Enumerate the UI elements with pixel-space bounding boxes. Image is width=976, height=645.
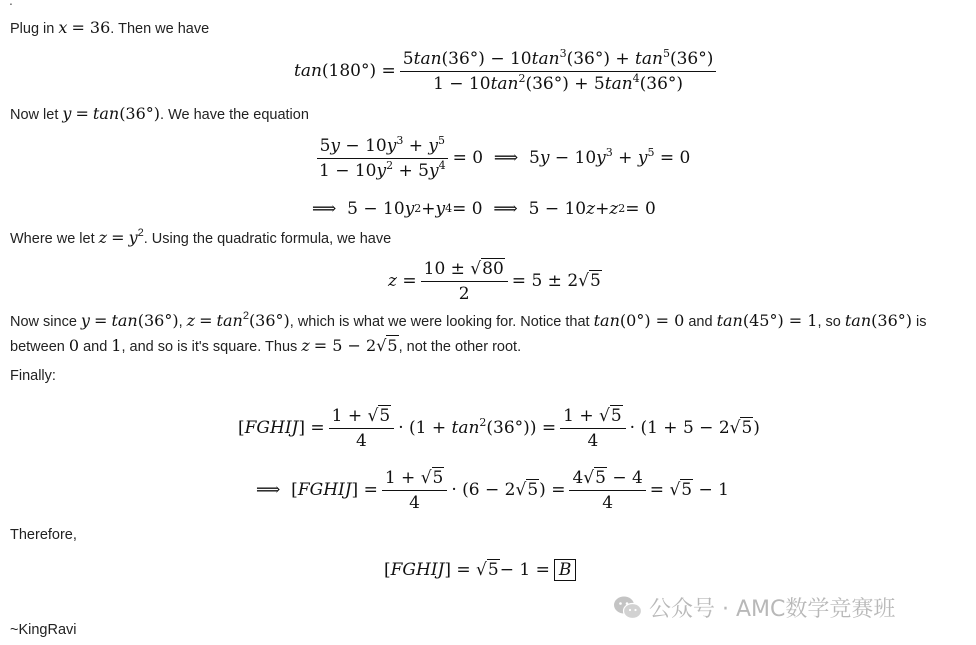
text-finally: Finally: <box>10 368 56 384</box>
eq6-fraction-1: $\frac{1 + √5}{4}$ <box>382 468 448 513</box>
eq2-rhs: = 0 ⟹ $5y - 10y^3 + y^5 = 0$ <box>452 146 691 168</box>
answer-box: B <box>554 559 577 581</box>
equation-area-2 <box>256 464 729 516</box>
equation-final: [ FGHIJ ] = √ 5 − 1 = B <box>384 557 576 583</box>
eq5-mid: · $(1 + \tan^2(36^\circ))$ = <box>398 416 557 438</box>
text-between: between 0 and 1, and so is it's square. Thus z = 5 − 2√5, not the other root. <box>10 336 522 355</box>
eq1-fraction: $5\tan(36^\circ) - 10\tan^3(36^\circ) + \tan^5(36^\circ)$ $1 - 10\tan^2(36^\circ) + 5\tan^4(36^\circ)$ <box>400 49 717 94</box>
eq6-lhs: ⟹ [FGHIJ] = <box>256 480 378 500</box>
eq4-rhs: = 5 ± 2√5 <box>511 271 601 291</box>
equation-z-sub: ⟹ 5 − 10 y 2 + y 4 = 0 ⟹ 5 − 10 z + z 2 = 0 <box>312 199 656 219</box>
equation-y-poly <box>312 132 690 184</box>
text-plug-in: Plug in x = 36. Then we have <box>10 18 210 37</box>
equation-area-1 <box>238 402 760 454</box>
eq6-rhs: = √5 − 1 <box>649 480 729 500</box>
eq1-lhs: tan(180°) = <box>294 61 396 81</box>
eq5-fraction-2: $\frac{1 + √5}{4}$ <box>560 406 626 451</box>
equation-tan180 <box>294 45 720 97</box>
eq4-lhs: z = <box>388 271 417 291</box>
text-now-let-y: Now let y = tan(36°). We have the equation <box>10 104 309 123</box>
text-therefore: Therefore, <box>10 527 77 543</box>
eq6-fraction-2: $\frac{4√5 - 4}{4}$ <box>569 468 645 513</box>
watermark-text: 公众号 · AMC数学竞赛班 <box>649 597 896 622</box>
equation-quadratic <box>388 255 602 307</box>
top-mark: . <box>9 0 13 8</box>
eq2-fraction: $\frac{5y - 10y^3 + y^5}{1 - 10y^2 + 5y^4}$ <box>316 136 449 181</box>
text-now-since: Now since y = tan(36°), $z = \tan^2(36^\circ)$, which is what we were looking for. Notice that tan(0°) = 0 and tan(45°) = 1, so tan(36°) is <box>10 310 927 330</box>
eq5-fraction-1: $\frac{1 + √5}{4}$ <box>329 406 395 451</box>
eq6-mid: · (6 − 2√5) = <box>451 480 566 500</box>
text-where-let-z: Where we let $z = y^2$. Using the quadratic formula, we have <box>10 227 392 247</box>
eq4-fraction: $\frac{10 \pm √80}{2}$ <box>421 259 508 304</box>
eq5-rhs: · (1 + 5 − 2√5) <box>629 418 760 438</box>
text-author: ~KingRavi <box>10 622 77 638</box>
watermark <box>613 592 895 623</box>
wechat-icon <box>613 595 643 621</box>
eq5-lhs: [FGHIJ] = <box>238 418 325 438</box>
